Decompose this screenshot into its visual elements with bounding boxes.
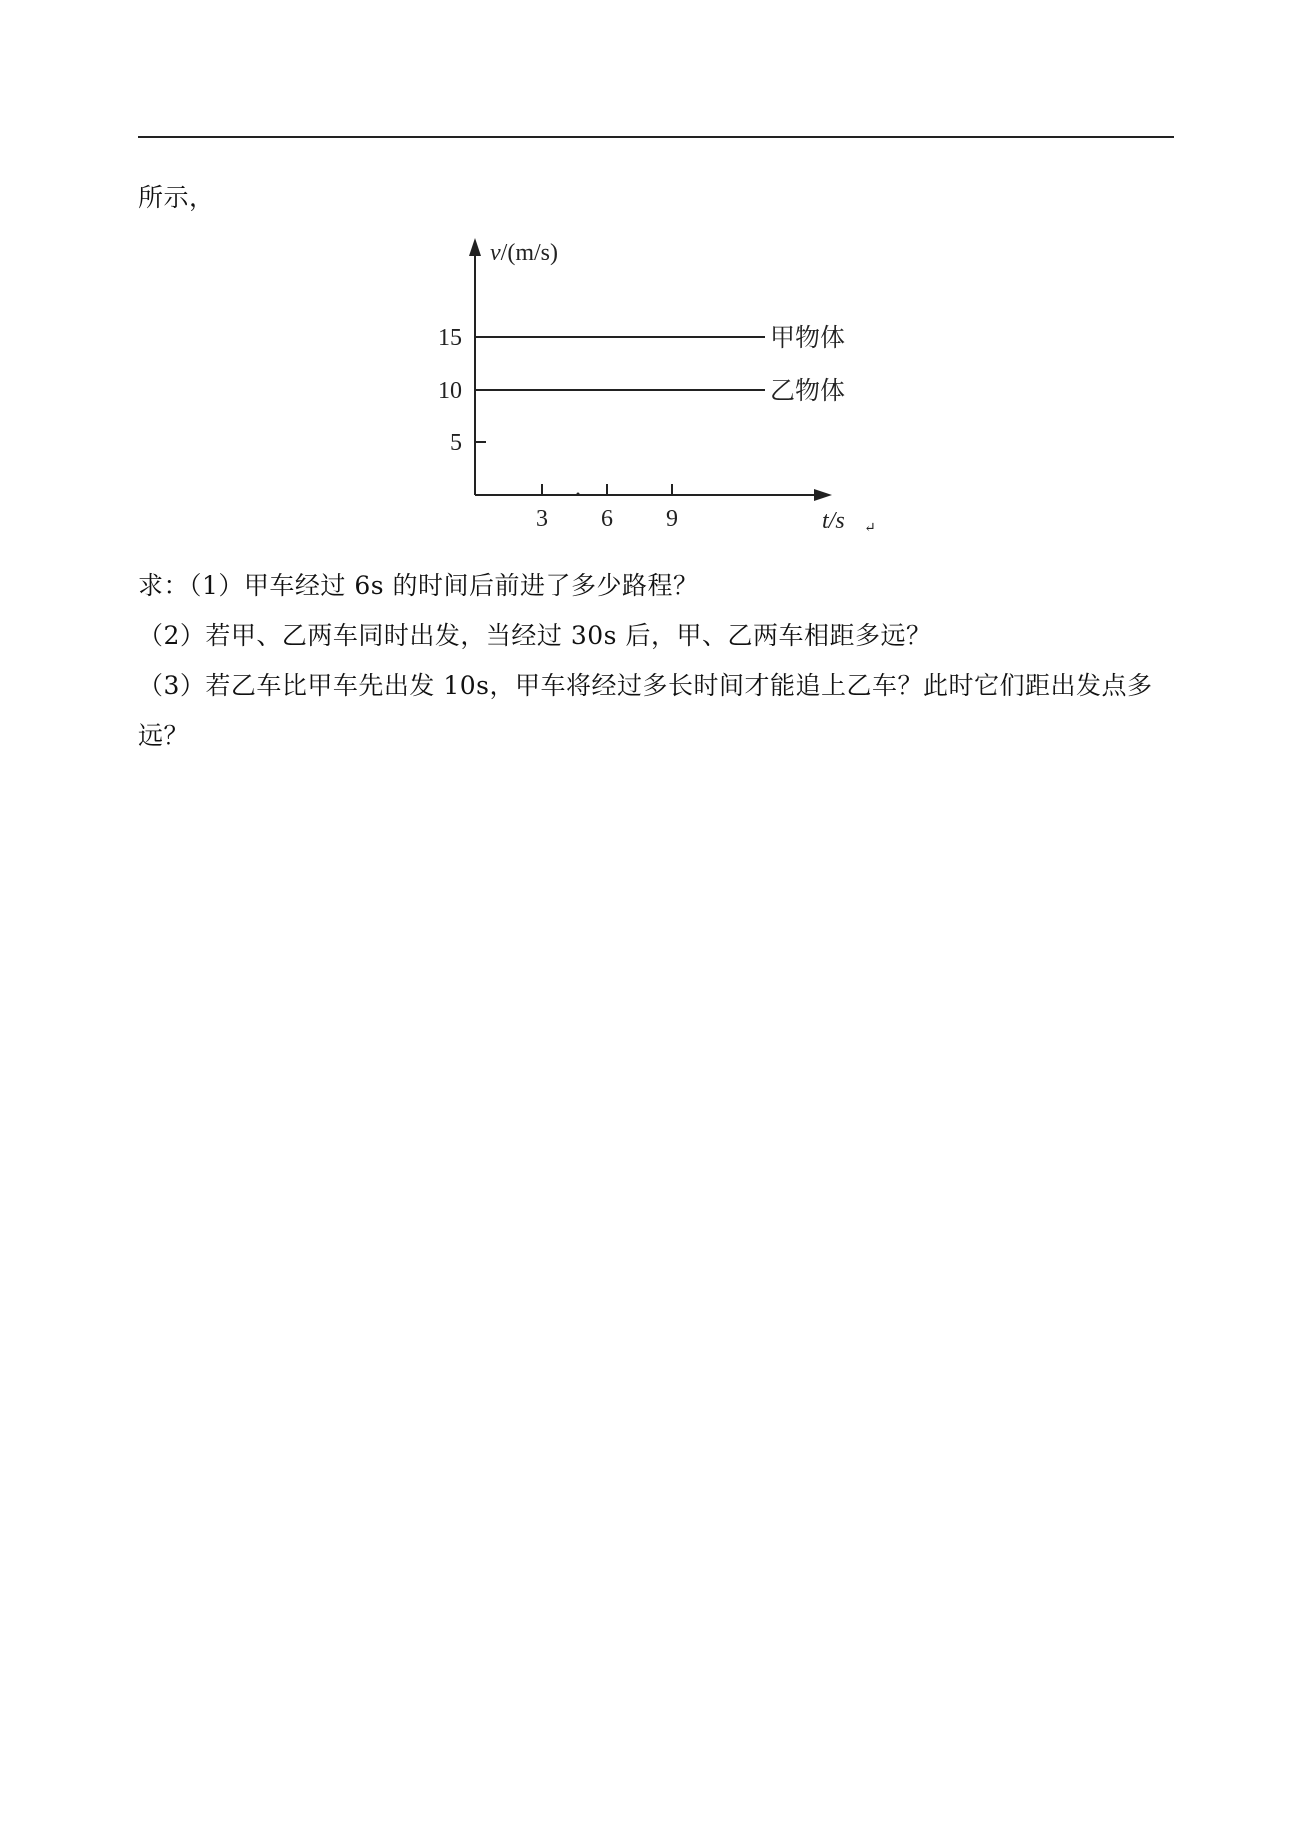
x-tick-label-6: 6 (601, 506, 613, 532)
x-tick-label-9: 9 (666, 506, 678, 532)
series-label-yi: 乙物体 (770, 378, 846, 405)
x-axis-arrow (814, 489, 832, 501)
y-axis-arrow (469, 238, 481, 256)
y-tick-label-5: 5 (450, 430, 462, 456)
axis-speck (577, 493, 580, 496)
question-2: （2）若甲、乙两车同时出发，当经过 30s 后，甲、乙两车相距多远？ (138, 621, 932, 650)
y-axis-title (490, 240, 558, 266)
paragraph-mark: ↵ (864, 521, 876, 536)
y-tick-label-10: 10 (438, 378, 462, 404)
question-3-line-2: 远？ (138, 721, 190, 750)
y-axis-unit: /(m/s) (500, 240, 558, 266)
x-tick-label-3: 3 (536, 506, 548, 532)
question-1: 求：（1）甲车经过 6s 的时间后前进了多少路程？ (138, 571, 699, 600)
header-rule (138, 136, 1174, 138)
velocity-time-graph (420, 230, 900, 550)
series-label-jia: 甲物体 (770, 325, 846, 352)
y-tick-label-15: 15 (438, 325, 462, 351)
y-axis-symbol: v (490, 240, 501, 266)
intro-text: 所示， (138, 183, 215, 212)
x-axis-title: t/s (822, 508, 845, 534)
question-3-line-1: （3）若乙车比甲车先出发 10s，甲车将经过多长时间才能追上乙车？此时它们距出发点多 (138, 671, 1153, 700)
